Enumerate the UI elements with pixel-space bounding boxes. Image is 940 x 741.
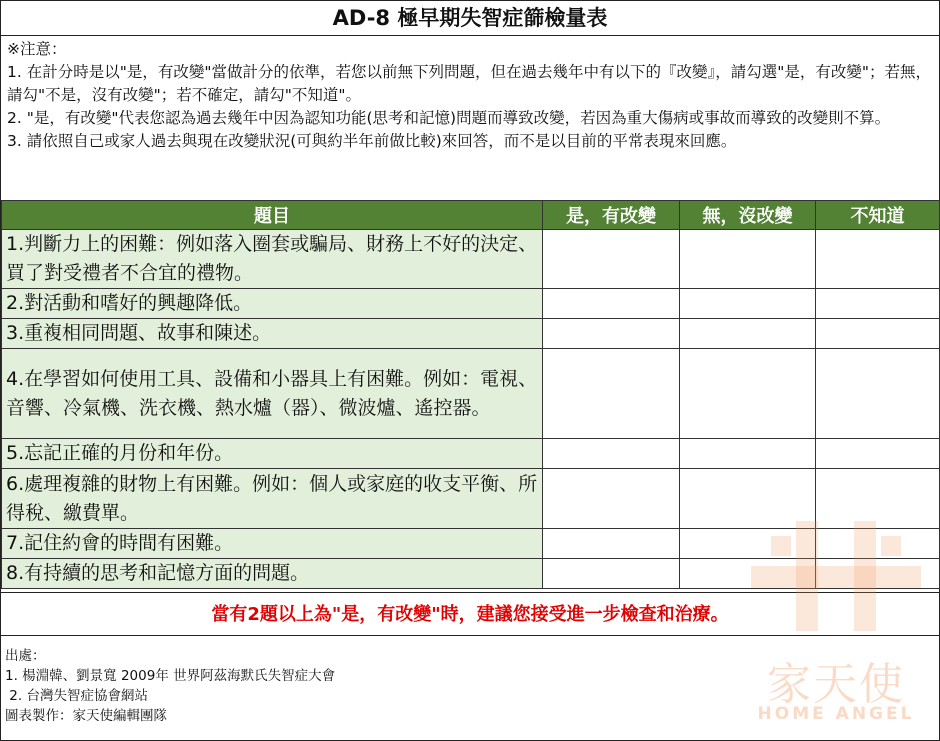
- notes-section: [7, 38, 935, 153]
- table-row: [2, 289, 940, 319]
- watermark-chinese: 家天使: [767, 659, 905, 710]
- answer-no-cell[interactable]: [680, 469, 816, 529]
- answer-unknown-cell[interactable]: [816, 319, 940, 349]
- answer-yes-cell[interactable]: [543, 319, 680, 349]
- notes-heading: ※注意：: [7, 40, 67, 58]
- answer-unknown-cell[interactable]: [816, 230, 940, 289]
- source-line: 圖表製作：家天使編輯團隊: [5, 708, 167, 724]
- answer-unknown-cell[interactable]: [816, 289, 940, 319]
- answer-yes-cell[interactable]: [543, 559, 680, 589]
- table-row: [2, 349, 940, 439]
- answer-unknown-cell[interactable]: [816, 469, 940, 529]
- answer-no-cell[interactable]: [680, 529, 816, 559]
- header-no: 無，沒改變: [680, 201, 816, 230]
- source-line: 2. 台灣失智症協會網站: [5, 688, 148, 704]
- note-item: 3. 請依照自己或家人過去與現在改變狀況(可與約半年前做比較)來回答，而不是以目前的平常表現來回應。: [7, 132, 737, 150]
- header-question: 題目: [2, 201, 543, 230]
- screening-table: [1, 200, 940, 589]
- answer-yes-cell[interactable]: [543, 439, 680, 469]
- header-unknown: 不知道: [816, 201, 940, 230]
- question-text: 3.重複相同問題、故事和陳述。: [2, 319, 543, 349]
- answer-unknown-cell[interactable]: [816, 439, 940, 469]
- note-item: 2. "是，有改變"代表您認為過去幾年中因為認知功能(思考和記憶)問題而導致改變，若因為重大傷病或事故而導致的改變則不算。: [7, 109, 891, 127]
- answer-no-cell[interactable]: [680, 230, 816, 289]
- question-text: 8.有持續的思考和記憶方面的問題。: [2, 559, 543, 589]
- header-yes: 是，有改變: [543, 201, 680, 230]
- table-header-row: [2, 201, 940, 230]
- question-text: 4.在學習如何使用工具、設備和小器具上有困難。例如：電視、音響、冷氣機、洗衣機、熱水爐（器）、微波爐、遙控器。: [2, 349, 543, 439]
- answer-no-cell[interactable]: [680, 439, 816, 469]
- answer-yes-cell[interactable]: [543, 230, 680, 289]
- source-heading: 出處：: [5, 648, 46, 664]
- answer-no-cell[interactable]: [680, 559, 816, 589]
- answer-no-cell[interactable]: [680, 319, 816, 349]
- table-row: [2, 439, 940, 469]
- answer-no-cell[interactable]: [680, 289, 816, 319]
- table-row: [2, 469, 940, 529]
- question-text: 7.記住約會的時間有困難。: [2, 529, 543, 559]
- question-text: 5.忘記正確的月份和年份。: [2, 439, 543, 469]
- answer-unknown-cell[interactable]: [816, 529, 940, 559]
- answer-yes-cell[interactable]: [543, 469, 680, 529]
- answer-no-cell[interactable]: [680, 349, 816, 439]
- question-text: 2.對活動和嗜好的興趣降低。: [2, 289, 543, 319]
- table-row: [2, 230, 940, 289]
- source-section: [5, 646, 335, 726]
- answer-unknown-cell[interactable]: [816, 559, 940, 589]
- advice-text: 當有2題以上為"是，有改變"時，建議您接受進一步檢查和治療。: [1, 592, 939, 636]
- question-text: 1.判斷力上的困難：例如落入圈套或騙局、財務上不好的決定、買了對受禮者不合宜的禮物。: [2, 230, 543, 289]
- answer-yes-cell[interactable]: [543, 349, 680, 439]
- note-item: 1. 在計分時是以"是，有改變"當做計分的依準，若您以前無下列問題，但在過去幾年中有以下的『改變』，請勾選"是，有改變"；若無，請勾"不是，沒有改變"；若不確定，請勾"不知道"。: [7, 63, 931, 104]
- answer-yes-cell[interactable]: [543, 529, 680, 559]
- answer-yes-cell[interactable]: [543, 289, 680, 319]
- watermark-english: HOME ANGEL: [757, 704, 915, 724]
- question-text: 6.處理複雜的財物上有困難。例如：個人或家庭的收支平衡、所得稅、繳費單。: [2, 469, 543, 529]
- source-line: 1. 楊淵韓、劉景寬 2009年 世界阿茲海默氏失智症大會: [5, 668, 336, 684]
- table-row: [2, 559, 940, 589]
- page-title: AD-8 極早期失智症篩檢量表: [1, 1, 939, 36]
- table-row: [2, 319, 940, 349]
- table-row: [2, 529, 940, 559]
- answer-unknown-cell[interactable]: [816, 349, 940, 439]
